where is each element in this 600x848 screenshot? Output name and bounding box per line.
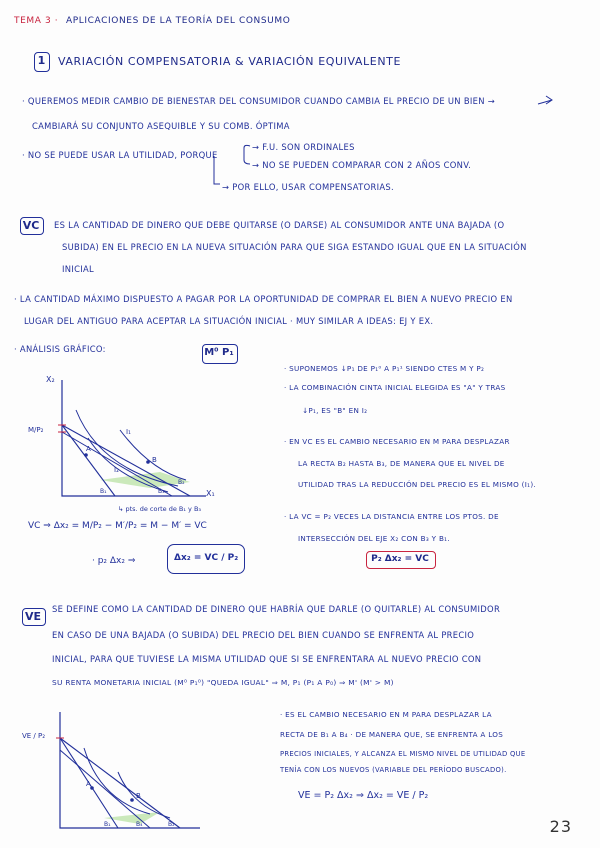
vc-label-b1: B₁ <box>100 488 107 495</box>
ve-axis-y: VE / P₂ <box>22 732 46 740</box>
intro-arrow <box>538 96 552 104</box>
vc-point-b <box>146 460 150 464</box>
vc-label-b2: B₂ <box>178 479 185 486</box>
vc-indiff-i3 <box>120 430 186 480</box>
vc-point-a <box>84 453 88 457</box>
vc-axis-y: X₂ <box>46 375 55 384</box>
vc-line-2: SUBIDA) EN EL PRECIO EN LA NUEVA SITUACIÓN PARA QUE SIGA ESTANDO IGUAL QUE EN LA SITUACIÓN <box>62 242 527 252</box>
ve-label-a: A <box>86 780 91 788</box>
vc-formula-box-text: Δx₂ = VC / P₂ <box>174 553 239 563</box>
vc-result-text: P₂ Δx₂ = VC <box>371 554 429 564</box>
ve-indiff-2 <box>118 772 170 818</box>
ve-tag: VE <box>24 610 42 623</box>
vc-right-note-2: · LA COMBINACIÓN CINTA INICIAL ELEGIDA ES "A" Y TRAS <box>284 383 506 392</box>
ve-label-b: B <box>136 792 141 800</box>
vc-tag: VC <box>22 219 40 232</box>
vc-axis-x: X₁ <box>206 489 215 498</box>
ve-graph <box>56 712 200 828</box>
vc-point-box-text: M⁰ P₁ <box>204 347 234 358</box>
vc-label-i1: I₁ <box>126 428 131 436</box>
ve-right-note-1: · ES EL CAMBIO NECESARIO EN M PARA DESPLAZAR LA <box>280 710 492 719</box>
vc-formula-note: ↳ pts. de corte de B₁ y B₃ <box>118 505 202 513</box>
header-tema: TEMA 3 · <box>14 16 59 26</box>
ve-right-note-3: PRECIOS INICIALES, Y ALCANZA EL MISMO NIVEL DE UTILIDAD QUE <box>280 750 526 758</box>
vc-line-1: ES LA CANTIDAD DE DINERO QUE DEBE QUITARSE (O DARSE) AL CONSUMIDOR ANTE UNA BAJADA (O <box>54 220 505 230</box>
ve-right-note-2: RECTA DE B₁ A B₄ · DE MANERA QUE, SE ENFRENTA A LOS <box>280 730 504 739</box>
vc-label-b: B <box>152 456 157 464</box>
vc-formula-b: · p₂ Δx₂ ⇒ <box>92 556 136 566</box>
ve-budget-b4 <box>60 750 150 828</box>
ve-line-2: EN CASO DE UNA BAJADA (O SUBIDA) DEL PRECIO DEL BIEN CUANDO SE ENFRENTA AL PRECIO <box>52 630 475 640</box>
vc-formula-a: VC ⇒ Δx₂ = M/P₂ − M′/P₂ = M − M′ = VC <box>28 521 207 531</box>
header-title: APLICACIONES DE LA TEORÍA DEL CONSUMO <box>66 16 291 26</box>
vc-right-note-1: · SUPONEMOS ↓P₁ DE P₁⁰ A P₁¹ SIENDO CTES M Y P₂ <box>284 364 485 373</box>
vc-budget-b3 <box>62 432 172 496</box>
intro-line-2: CAMBIARÁ SU CONJUNTO ASEQUIBLE Y SU COMB. ÓPTIMA <box>32 121 290 131</box>
vc-y-intercept: M/P₂ <box>28 426 44 434</box>
vc-right-note-4: · EN VC ES EL CAMBIO NECESARIO EN M PARA DESPLAZAR <box>284 437 510 446</box>
intro-line-5: → NO SE PUEDEN COMPARAR CON 2 AÑOS CONV. <box>252 160 472 170</box>
vc-right-note-7: · LA VC = P₂ VECES LA DISTANCIA ENTRE LOS PTOS. DE <box>284 512 499 521</box>
ve-budget-b2 <box>60 738 180 828</box>
vc-right-note-3: ↓P₁, ES "B" EN I₂ <box>302 406 368 415</box>
intro-brace <box>214 145 250 184</box>
intro-line-4: → F.U. SON ORDINALES <box>252 142 355 152</box>
page-number: 23 <box>549 817 572 836</box>
vc-right-note-8: INTERSECCIÓN DEL EJE X₂ CON B₃ Y B₁. <box>298 534 450 543</box>
intro-line-1: · QUEREMOS MEDIR CAMBIO DE BIENESTAR DEL CONSUMIDOR CUANDO CAMBIA EL PRECIO DE UN BIEN → <box>22 96 496 106</box>
vc-label-a: A <box>86 445 91 453</box>
ve-formula: VE = P₂ Δx₂ ⇒ Δx₂ = VE / P₂ <box>298 790 429 801</box>
ve-right-note-4: TENÍA CON LOS NUEVOS (VARIABLE DEL PERÍODO BUSCADO). <box>280 766 507 774</box>
vc-right-note-6: UTILIDAD TRAS LA REDUCCIÓN DEL PRECIO ES EL MISMO (I₁). <box>298 480 537 489</box>
ve-line-3: INICIAL, PARA QUE TUVIESE LA MISMA UTILIDAD QUE SI SE ENFRENTARA AL NUEVO PRECIO CON <box>52 654 482 664</box>
vc-right-note-5: LA RECTA B₂ HASTA B₃, DE MANERA QUE EL NIVEL DE <box>298 459 505 468</box>
ve-point-b <box>130 798 134 802</box>
ve-line-4: SU RENTA MONETARIA INICIAL (M⁰ P₁⁰) "QUEDA IGUAL" ⇒ M, P₁ (P₁ A P₀) ⇒ M' (M' > M) <box>52 678 394 687</box>
ve-label-b2: B₂ <box>168 821 175 828</box>
vc-label-i2: I₂ <box>114 466 119 474</box>
section-number: 1 <box>37 54 46 67</box>
ve-label-b4: B₄ <box>136 821 143 828</box>
ve-line-1: SE DEFINE COMO LA CANTIDAD DE DINERO QUE HABRÍA QUE DARLE (O QUITARLE) AL CONSUMIDOR <box>52 604 501 614</box>
vc-grafico-label: · ANÁLISIS GRÁFICO: <box>14 344 106 354</box>
vc-label-b3: B₃ <box>158 488 165 495</box>
ve-label-b1: B₁ <box>104 821 111 828</box>
ve-green-fill <box>104 812 160 824</box>
intro-line-3: · NO SE PUEDE USAR LA UTILIDAD, PORQUE <box>22 150 218 160</box>
vc-note-1: · LA CANTIDAD MÁXIMO DISPUESTO A PAGAR POR LA OPORTUNIDAD DE COMPRAR EL BIEN A NUEVO PRECIO EN <box>14 294 513 304</box>
vc-note-2: LUGAR DEL ANTIGUO PARA ACEPTAR LA SITUACIÓN INICIAL · MUY SIMILAR A IDEAS: EJ Y EX. <box>24 316 434 326</box>
intro-line-6: → POR ELLO, USAR COMPENSATORIAS. <box>222 182 394 192</box>
section-title: VARIACIÓN COMPENSATORIA & VARIACIÓN EQUIVALENTE <box>58 55 402 68</box>
vc-line-3: INICIAL <box>62 264 95 274</box>
